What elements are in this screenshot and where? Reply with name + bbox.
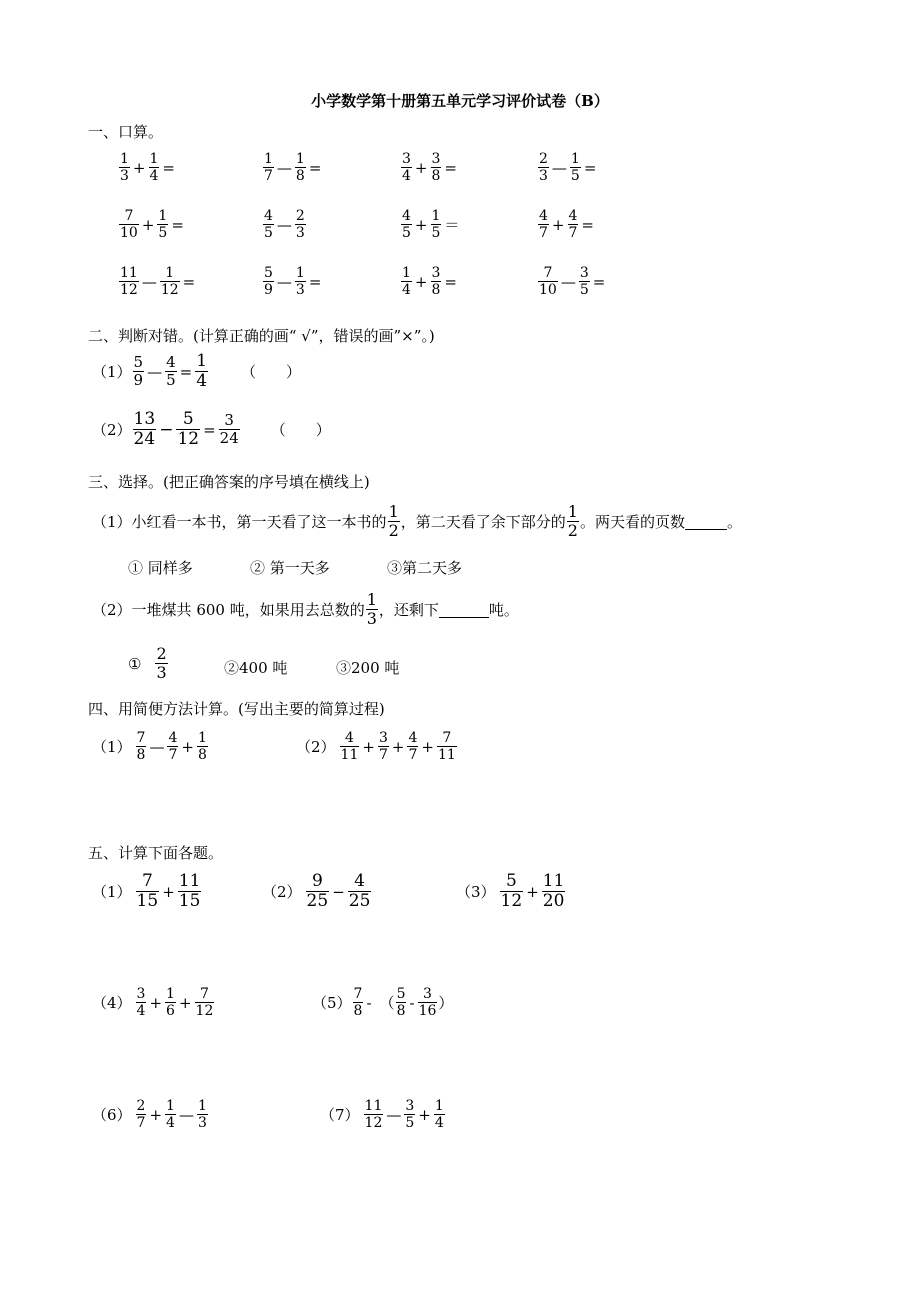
operator: = bbox=[162, 158, 175, 177]
question-number: （1） bbox=[92, 883, 132, 902]
question-number: （1） bbox=[92, 738, 132, 757]
oral-calc-item bbox=[537, 209, 596, 240]
operator: + bbox=[414, 272, 428, 291]
fraction: 4 11 bbox=[340, 730, 359, 763]
operator: — bbox=[551, 158, 567, 177]
operator: = bbox=[592, 272, 606, 291]
choice-2-option-1: ① 2 3 bbox=[128, 644, 167, 682]
fraction: $\frac{7}{11}$ bbox=[437, 730, 456, 763]
choice-2-option-3: ③200 吨 bbox=[336, 659, 400, 677]
answer-paren[interactable]: （ ） bbox=[241, 363, 302, 382]
fraction: $\frac{3}{7}$ bbox=[378, 730, 388, 763]
answer-paren[interactable]: （ ） bbox=[270, 421, 331, 440]
calc-question-5: （5） 7 8 - （ 5 8 - 3 16 ） bbox=[312, 986, 454, 1019]
question-number: （4） bbox=[92, 994, 132, 1013]
calc-question-7 bbox=[320, 1099, 446, 1130]
fraction: 3 4 bbox=[136, 986, 146, 1019]
operator: — bbox=[141, 272, 157, 291]
judge-question-1: （1） 5 9 — $\frac{4}{5}$ = $\frac{1}{4}$ （ ） bbox=[92, 351, 302, 391]
operator: − bbox=[332, 882, 345, 901]
fraction: $\frac{3}{8}$ bbox=[431, 151, 441, 184]
choice-question-1: （1） 小红看一本书，第一天看了这一本书的 1 2 ，第二天看了余下部分的 1 2 。两天看的页数 。 bbox=[92, 502, 742, 540]
question-number: （2） bbox=[296, 738, 336, 757]
operator: + bbox=[181, 737, 194, 756]
section-4-heading: 四、用简便方法计算。(写出主要的简算过程) bbox=[88, 700, 385, 718]
operator: + bbox=[414, 158, 428, 177]
fraction: $\frac{3}{5}$ bbox=[579, 265, 589, 298]
operator: = bbox=[583, 158, 597, 177]
fraction: 1 7 bbox=[264, 151, 273, 184]
oral-calc-item bbox=[537, 152, 598, 183]
choice-1-option-2: ② 第一天多 bbox=[250, 559, 330, 577]
oral-calc-item bbox=[262, 209, 311, 240]
section-2-heading: 二、判断对错。(计算正确的画“ √”，错误的画”×”。) bbox=[88, 327, 435, 345]
choice-1-option-3: ③第二天多 bbox=[387, 559, 463, 577]
operator: + bbox=[149, 993, 163, 1012]
operator: = bbox=[444, 158, 457, 177]
fraction: 4 5 bbox=[402, 208, 411, 241]
operator: — bbox=[386, 1105, 402, 1124]
operator: = bbox=[444, 272, 457, 291]
fraction: 5 12 bbox=[500, 871, 523, 911]
fraction: 5 9 bbox=[264, 265, 273, 298]
oral-calc-item bbox=[537, 266, 607, 297]
operator: = bbox=[182, 272, 196, 291]
fraction: $\frac{1}{4}$ bbox=[166, 1098, 175, 1131]
oral-calc-item bbox=[118, 209, 186, 240]
oral-calc-item bbox=[262, 152, 323, 183]
operator: + bbox=[421, 737, 434, 756]
fraction: 4 7 bbox=[168, 730, 178, 763]
operator: — bbox=[276, 272, 292, 291]
fraction: $\frac{1}{12}$ bbox=[160, 265, 179, 298]
fraction: 7 15 bbox=[136, 871, 159, 911]
operator: — bbox=[149, 737, 165, 756]
operator: + bbox=[414, 215, 428, 234]
question-number: （6） bbox=[92, 1106, 132, 1125]
operator: — bbox=[276, 158, 292, 177]
fraction: 1 4 bbox=[402, 265, 411, 298]
fraction: 2 3 bbox=[539, 151, 548, 184]
fraction: $\frac{1}{4}$ bbox=[434, 1098, 444, 1131]
fraction: $\frac{4}{7}$ bbox=[408, 730, 418, 763]
fraction: 4 5 bbox=[264, 208, 273, 241]
fraction: $\frac{11}{15}$ bbox=[178, 871, 201, 911]
operator: + bbox=[551, 215, 565, 234]
operator: — bbox=[276, 215, 292, 234]
operator: + bbox=[149, 1105, 163, 1124]
operator: + bbox=[141, 215, 155, 234]
question-number: （2） bbox=[262, 883, 302, 902]
calc-question-6 bbox=[92, 1099, 209, 1130]
operator: + bbox=[526, 882, 539, 901]
choice-1-option-1: ① 同样多 bbox=[128, 559, 193, 577]
page-title: 小学数学第十册第五单元学习评价试卷（B） bbox=[311, 92, 609, 110]
choice-question-2: （2） 一堆煤共 600 吨，如果用去总数的 1 3 ，还剩下 吨。 bbox=[92, 590, 519, 628]
fraction: 7 10 bbox=[539, 265, 557, 298]
operator: = bbox=[308, 158, 322, 177]
fraction: 11 12 bbox=[120, 265, 138, 298]
fraction: 3 4 bbox=[402, 151, 411, 184]
fraction: $\frac{4}{7}$ bbox=[568, 208, 578, 241]
calc-question-1 bbox=[92, 873, 202, 911]
fraction: 1 3 bbox=[197, 1098, 207, 1131]
fraction: 2 3 bbox=[295, 208, 305, 241]
fraction: $\frac{7}{12}$ bbox=[195, 986, 214, 1019]
fraction: $\frac{4}{25}$ bbox=[348, 871, 371, 911]
fraction: 2 7 bbox=[136, 1098, 146, 1131]
operator: + bbox=[178, 993, 192, 1012]
oral-calc-item bbox=[400, 266, 459, 297]
fraction: $\frac{1}{8}$ bbox=[197, 730, 207, 763]
fraction: 1 3 bbox=[120, 151, 129, 184]
fraction: 4 7 bbox=[539, 208, 548, 241]
calc-question-2 bbox=[262, 873, 372, 911]
oral-calc-item bbox=[262, 266, 323, 297]
operator: = bbox=[308, 272, 322, 291]
calc-question-4 bbox=[92, 987, 215, 1018]
oral-calc-item bbox=[118, 266, 197, 297]
oral-calc-item bbox=[400, 152, 459, 183]
fraction: 9 25 bbox=[306, 871, 329, 911]
oral-calc-item bbox=[400, 209, 461, 240]
fraction: $\frac{1}{6}$ bbox=[166, 986, 175, 1019]
fraction: 11 12 bbox=[364, 1098, 383, 1131]
fraction: $\frac{1}{4}$ bbox=[149, 151, 159, 184]
fraction: 7 8 bbox=[136, 730, 146, 763]
answer-blank[interactable] bbox=[439, 601, 489, 618]
fraction: $\frac{1}{5}$ bbox=[570, 151, 580, 184]
fraction: $\frac{1}{5}$ bbox=[158, 208, 168, 241]
simplify-question-1 bbox=[92, 731, 209, 762]
fraction: $\frac{1}{3}$ bbox=[295, 265, 305, 298]
operator: + bbox=[362, 737, 375, 756]
operator: — bbox=[560, 272, 576, 291]
operator: = bbox=[581, 215, 594, 234]
operator: = bbox=[171, 215, 184, 234]
fraction: $\frac{1}{8}$ bbox=[295, 151, 305, 184]
section-3-heading: 三、选择。(把正确答案的序号填在横线上) bbox=[88, 473, 370, 491]
answer-blank[interactable] bbox=[685, 513, 727, 530]
section-5-heading: 五、计算下面各题。 bbox=[88, 844, 224, 862]
fraction: $\frac{3}{8}$ bbox=[431, 265, 441, 298]
judge-question-2: （2） 13 24 − $\frac{5}{12}$ = $\frac{3}{24}$ （ ） bbox=[92, 409, 331, 449]
operator: — bbox=[178, 1105, 194, 1124]
section-1-heading: 一、口算。 bbox=[88, 123, 164, 141]
operator: + bbox=[418, 1105, 431, 1124]
fraction: 3 5 bbox=[405, 1098, 415, 1131]
question-number: （3） bbox=[456, 883, 496, 902]
fraction: $\frac{11}{20}$ bbox=[542, 871, 565, 911]
calc-question-3 bbox=[456, 873, 566, 911]
choice-2-option-2: ②400 吨 bbox=[224, 659, 288, 677]
question-number: （7） bbox=[320, 1106, 360, 1125]
oral-calc-item bbox=[118, 152, 177, 183]
operator: + bbox=[391, 737, 405, 756]
operator: + bbox=[132, 158, 146, 177]
simplify-question-2 bbox=[296, 731, 458, 762]
fraction: 7 10 bbox=[120, 208, 138, 241]
operator: ＝ bbox=[444, 216, 460, 235]
fraction: $\frac{1}{5}$ bbox=[431, 208, 441, 241]
operator: + bbox=[162, 882, 175, 901]
